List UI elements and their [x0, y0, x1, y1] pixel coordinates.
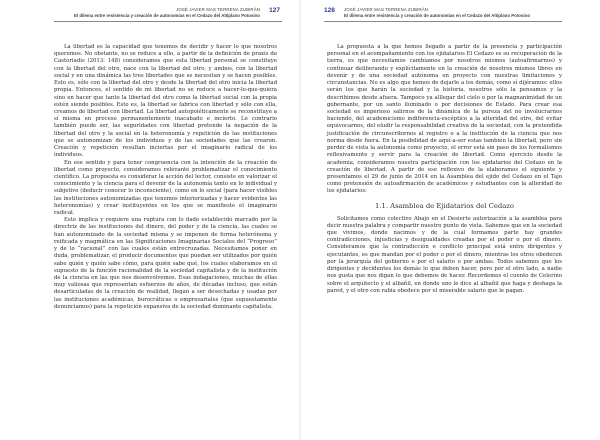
left-page	[0, 0, 298, 440]
left-running-head	[74, 7, 260, 19]
header-rule	[54, 21, 282, 22]
right-page	[302, 0, 600, 440]
page-number: 128	[324, 7, 335, 14]
page-number: 127	[269, 7, 280, 14]
page-gutter	[299, 0, 301, 440]
section-heading: 1.1. Asamblea de Ejidatarios del Cedazo	[375, 201, 514, 210]
running-head-subtitle: El dilema entre resistencia y creación de autonomías en el Cedazo del Altiplano Potosino	[73, 13, 260, 18]
paragraph: La libertad es la capacidad que tenemos de decidir y hacer lo que nosotros queremos. No obstante, no se reduce a ello, a partir de la definición de praxis de Castoriadis (2013: 148) consideramos que esta libertad personal se constituye con la libertad del otro, nace con la libertad del otro, y ambos, con la libertad social y en una dinámica las tres libertades que se necesitan y se hacen posibles. Esto es, sólo con la libertad del otro y desde la libertad del otro inicia la libertad propia. Entonces, el sentido de mi libertad no se reduce a hacer-lo-que-quiera sino en hacer que tanto la libertad del otro como la libertad social con la propia estén siendo posibles. Esto es, la libertad se fabrica con libertad y sólo con ella, creamos de libertad con libertad. La libertad autopoiéticamente se reconstituye a sí misma en proceso permanentemente inacabado e incierto. Lo contrario también puede ser, las seguridades con libertad pretende la negación de la libertad del otro y la social en la heteronomía y repetición de las instituciones que se autonomizan de los individuos y de las sociedades que las crearon. Creación y repetición resultan inciertas por el imaginario radical de los individuos.	[54, 44, 277, 159]
running-head-subtitle: El dilema entre resistencia y creación de autonomías en el Cedazo del Altiplano Potosino	[344, 13, 531, 18]
paragraph: Solicitamos como colectivo Abajo en el Desierto autorización a la asamblea para decir nuestra palabra y compartir nuestro punto de vista. Sabemos que en la sociedad que vivimos, donde nacimos y de la cual formamos parte hay grandes contradicciones, injusticias y desigualdades creadas por el poder o por el dinero. Consideramos que la contradicción o conflicto principal está entre dirigentes y ejecutantes, es que mandan por el poder o por el dinero, mientras los otros obedecen por la jerarquía del gobierno o por el salario o por ambas. Todos sabemos que los dirigentes y decidentes los demás lo que deben hacer, pero por el otro lado, a nadie nos gusta que nos digan lo que debemos de hacer. Recordemos el cuento de Celerino sobre el arquitecto y el albañil, en donde uno le dice al albañil que haga y deshaga la pared, y el otro con rabia obedece por el miserable salario que le pagan.	[327, 215, 562, 294]
header-rule	[324, 21, 562, 22]
paragraph: En ese sentido y para tener congruencia con la intención de la creación de libertad como proyecto, consideramos relevante problematizar el conocimiento científico. La propuesta es considerar la acción del lector, consiste en valorizar el conocimiento y la ciencia para el devenir de la autonomía tanto en lo individual y subjetivo (deducir conocer lo inconsciente), como en lo social (para hacer visibles las instituciones autonomizadas que tenemos interiorizadas y hacer evidentes las heteronomías) y crear instituyentes en los que se manifieste el imaginario radical.	[54, 159, 277, 217]
right-running-head	[344, 7, 530, 19]
paragraph: La propuesta a la que hemos llegado a partir de la presencia y participación personal en el acompañamiento con los ejidatarios El Cedazo es su recuperación de la tierra, es que necesitamos cambiamos por nosotros mismos (autoafirmarnos) y continuar deliberando y explícitamente en la creación de nosotros mismos libres en devenir y de una sociedad autónoma en proyecto con nuestras limitaciones y circunstancias. No es algo que hemos de dejarle a los demás, como sí dijéramos: ellos serán los que harán la sociedad y la historia, nosotros sólo la pensamos y la describimos desde afuera. Tampoco ya alllegar del cielo o por la magnanimidad de un gobernante, por un santo iluminado o por decisiones de Estado. Para crear esa sociedad es imperioso salirnos de la dinámica de la pureza del no involucrarnos haciendo, del academicismo indiferencia-escéptico a la alteridad del otro, del evitar equivocarnos, del eludir la responsabilidad creativa de la sociedad, con la pretendida justificación de circunscribirnos al registro o a la institución de la ciencia que nos norma desde fuera. En la posibilidad de aquí-a-ser estas también la libertad, pero sin perder de vista la autonomía como proyecto, el error está sin paso de los formalismos reflexivamente y servir para la creación de libertad. Como ejercicio desde la academia, consideramos nuestra participación con los ejidatarios del Cedazo en la creación de libertad. A partir de ese reflexivo de la elaboramos el siguiente y presentamos el 29 de junio de 2014 en la Asamblea del ejido del Cedazo en el Tajo como pretensión de autoafirmación de académicos y estudiantes con la alteridad de los ejidatarios:	[327, 44, 562, 195]
right-body-text	[327, 44, 562, 295]
running-head-author: JOSÉ JAVIER MAS TERRENA ZUBIRÁN	[344, 7, 428, 12]
running-head-author: JOSÉ JAVIER MAS TERRENA ZUBIRÁN	[176, 7, 260, 12]
left-body-text	[54, 44, 277, 311]
paragraph: Esto implica y requiere una ruptura con lo dado establecido marcado por la directriz de las instituciones del dinero, del poder y de la ciencia, las cuales se han autonomizado de la sociedad misma y se imponen de forma heterónoma y reificada y magmática en las Significaciones Imaginarias Sociales del “Progreso” y de lo “racional” con las cuales están entrecruzadas. Necesitamos poner en duda, problematizar, el producir documentos que puedan ser utilizados por quién sabe quién y quién sabe cómo, para quién sabe qué, los cuales elaboramos en el supuesto de la función racionalidad de la sociedad capitalista y de la institución de la ciencia en las que nos desenvolvemos. Esas indagaciones, muchas de ellas muy valiosas que representan esfuerzos de años, de décadas incluso, que están desarticuladas de la creación de realidad, llegan a ser desechadas y usadas por las instituciones académicas, burocráticas o empresariales (que supuestamente denunciamos) para la repetición expansiva de la sociedad dominante capitalista.	[54, 217, 277, 310]
